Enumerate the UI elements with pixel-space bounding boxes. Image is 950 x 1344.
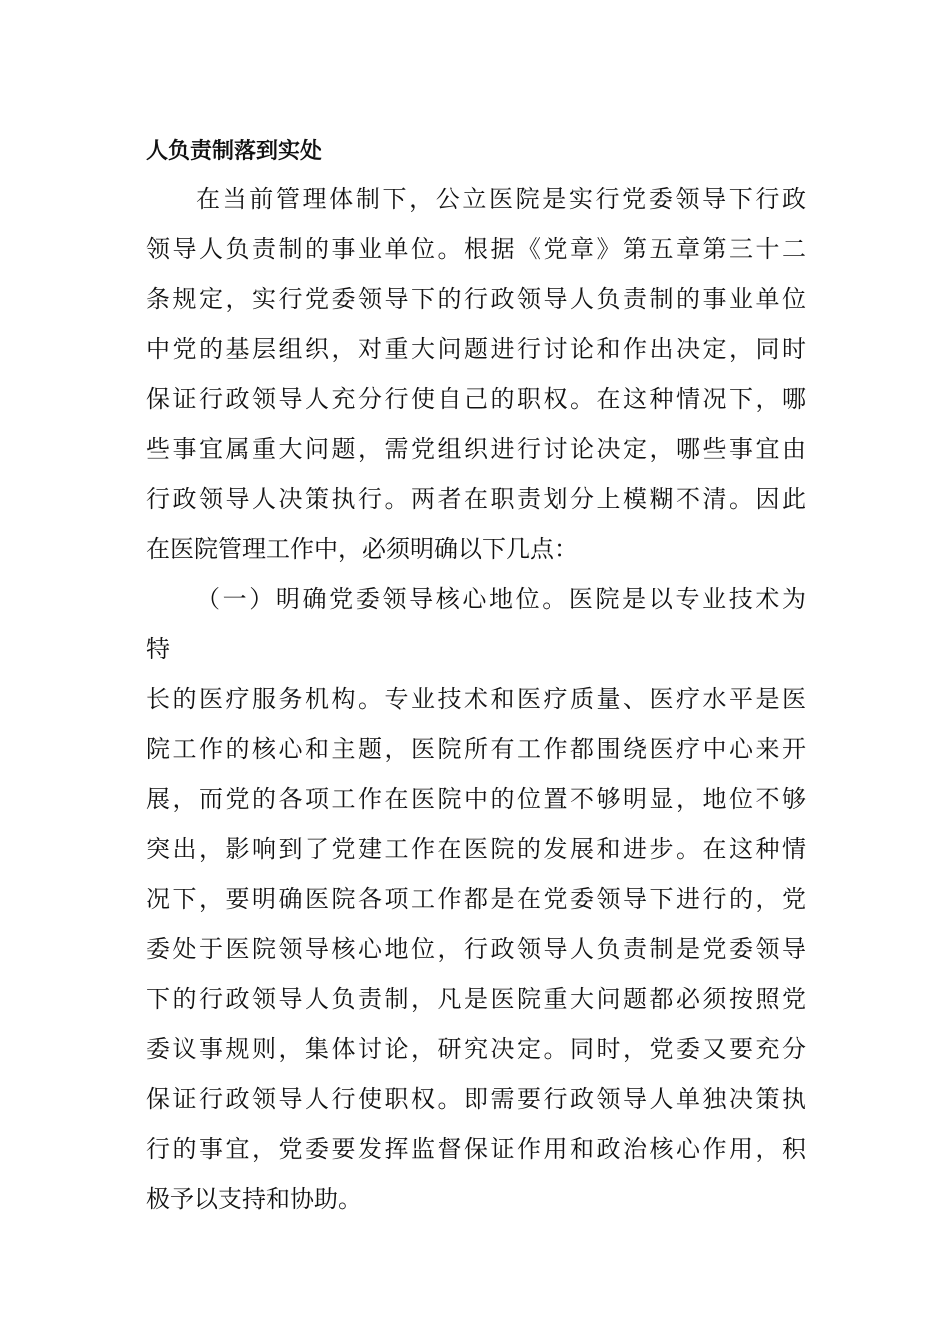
text-line: 在当前管理体制下，公立医院是实行党委领导下行政 bbox=[196, 185, 806, 213]
text-line: 领导人负责制的事业单位。根据《党章》第五章第三十二 bbox=[146, 235, 806, 263]
text-line: 极予以支持和协助。 bbox=[146, 1185, 362, 1213]
paragraph-1 bbox=[146, 174, 806, 574]
text-line: 展，而党的各项工作在医院中的位置不够明显，地位不够 bbox=[146, 785, 806, 813]
text-line: 中党的基层组织，对重大问题进行讨论和作出决定，同时 bbox=[146, 335, 806, 363]
paragraph-2 bbox=[146, 574, 806, 1224]
text-line: 保证行政领导人充分行使自己的职权。在这种情况下，哪 bbox=[146, 385, 806, 413]
text-line: 行政领导人决策执行。两者在职责划分上模糊不清。因此 bbox=[146, 485, 806, 513]
text-line: 条规定，实行党委领导下的行政领导人负责制的事业单位 bbox=[146, 285, 806, 313]
text-line: 在医院管理工作中，必须明确以下几点： bbox=[146, 535, 578, 563]
document-body bbox=[146, 130, 806, 1224]
text-line: 下的行政领导人负责制，凡是医院重大问题都必须按照党 bbox=[146, 985, 806, 1013]
text-line: 委处于医院领导核心地位，行政领导人负责制是党委领导 bbox=[146, 935, 806, 963]
text-line: 院工作的核心和主题，医院所有工作都围绕医疗中心来开 bbox=[146, 735, 806, 763]
text-line: 长的医疗服务机构。专业技术和医疗质量、医疗水平是医 bbox=[146, 685, 806, 713]
text-line: 委议事规则，集体讨论，研究决定。同时，党委又要充分 bbox=[146, 1035, 806, 1063]
text-line: 突出，影响到了党建工作在医院的发展和进步。在这种情 bbox=[146, 835, 806, 863]
text-line: 行的事宜，党委要发挥监督保证作用和政治核心作用，积 bbox=[146, 1135, 806, 1163]
subheading-line: （一）明确党委领导核心地位。医院是以专业技术为 bbox=[196, 585, 806, 613]
text-line: 些事宜属重大问题，需党组织进行讨论决定，哪些事宜由 bbox=[146, 435, 806, 463]
text-line: 况下，要明确医院各项工作都是在党委领导下进行的，党 bbox=[146, 885, 806, 913]
text-line: 特 bbox=[146, 635, 170, 663]
section-heading: 人负责制落到实处 bbox=[146, 139, 323, 164]
text-line: 保证行政领导人行使职权。即需要行政领导人单独决策执 bbox=[146, 1085, 806, 1113]
